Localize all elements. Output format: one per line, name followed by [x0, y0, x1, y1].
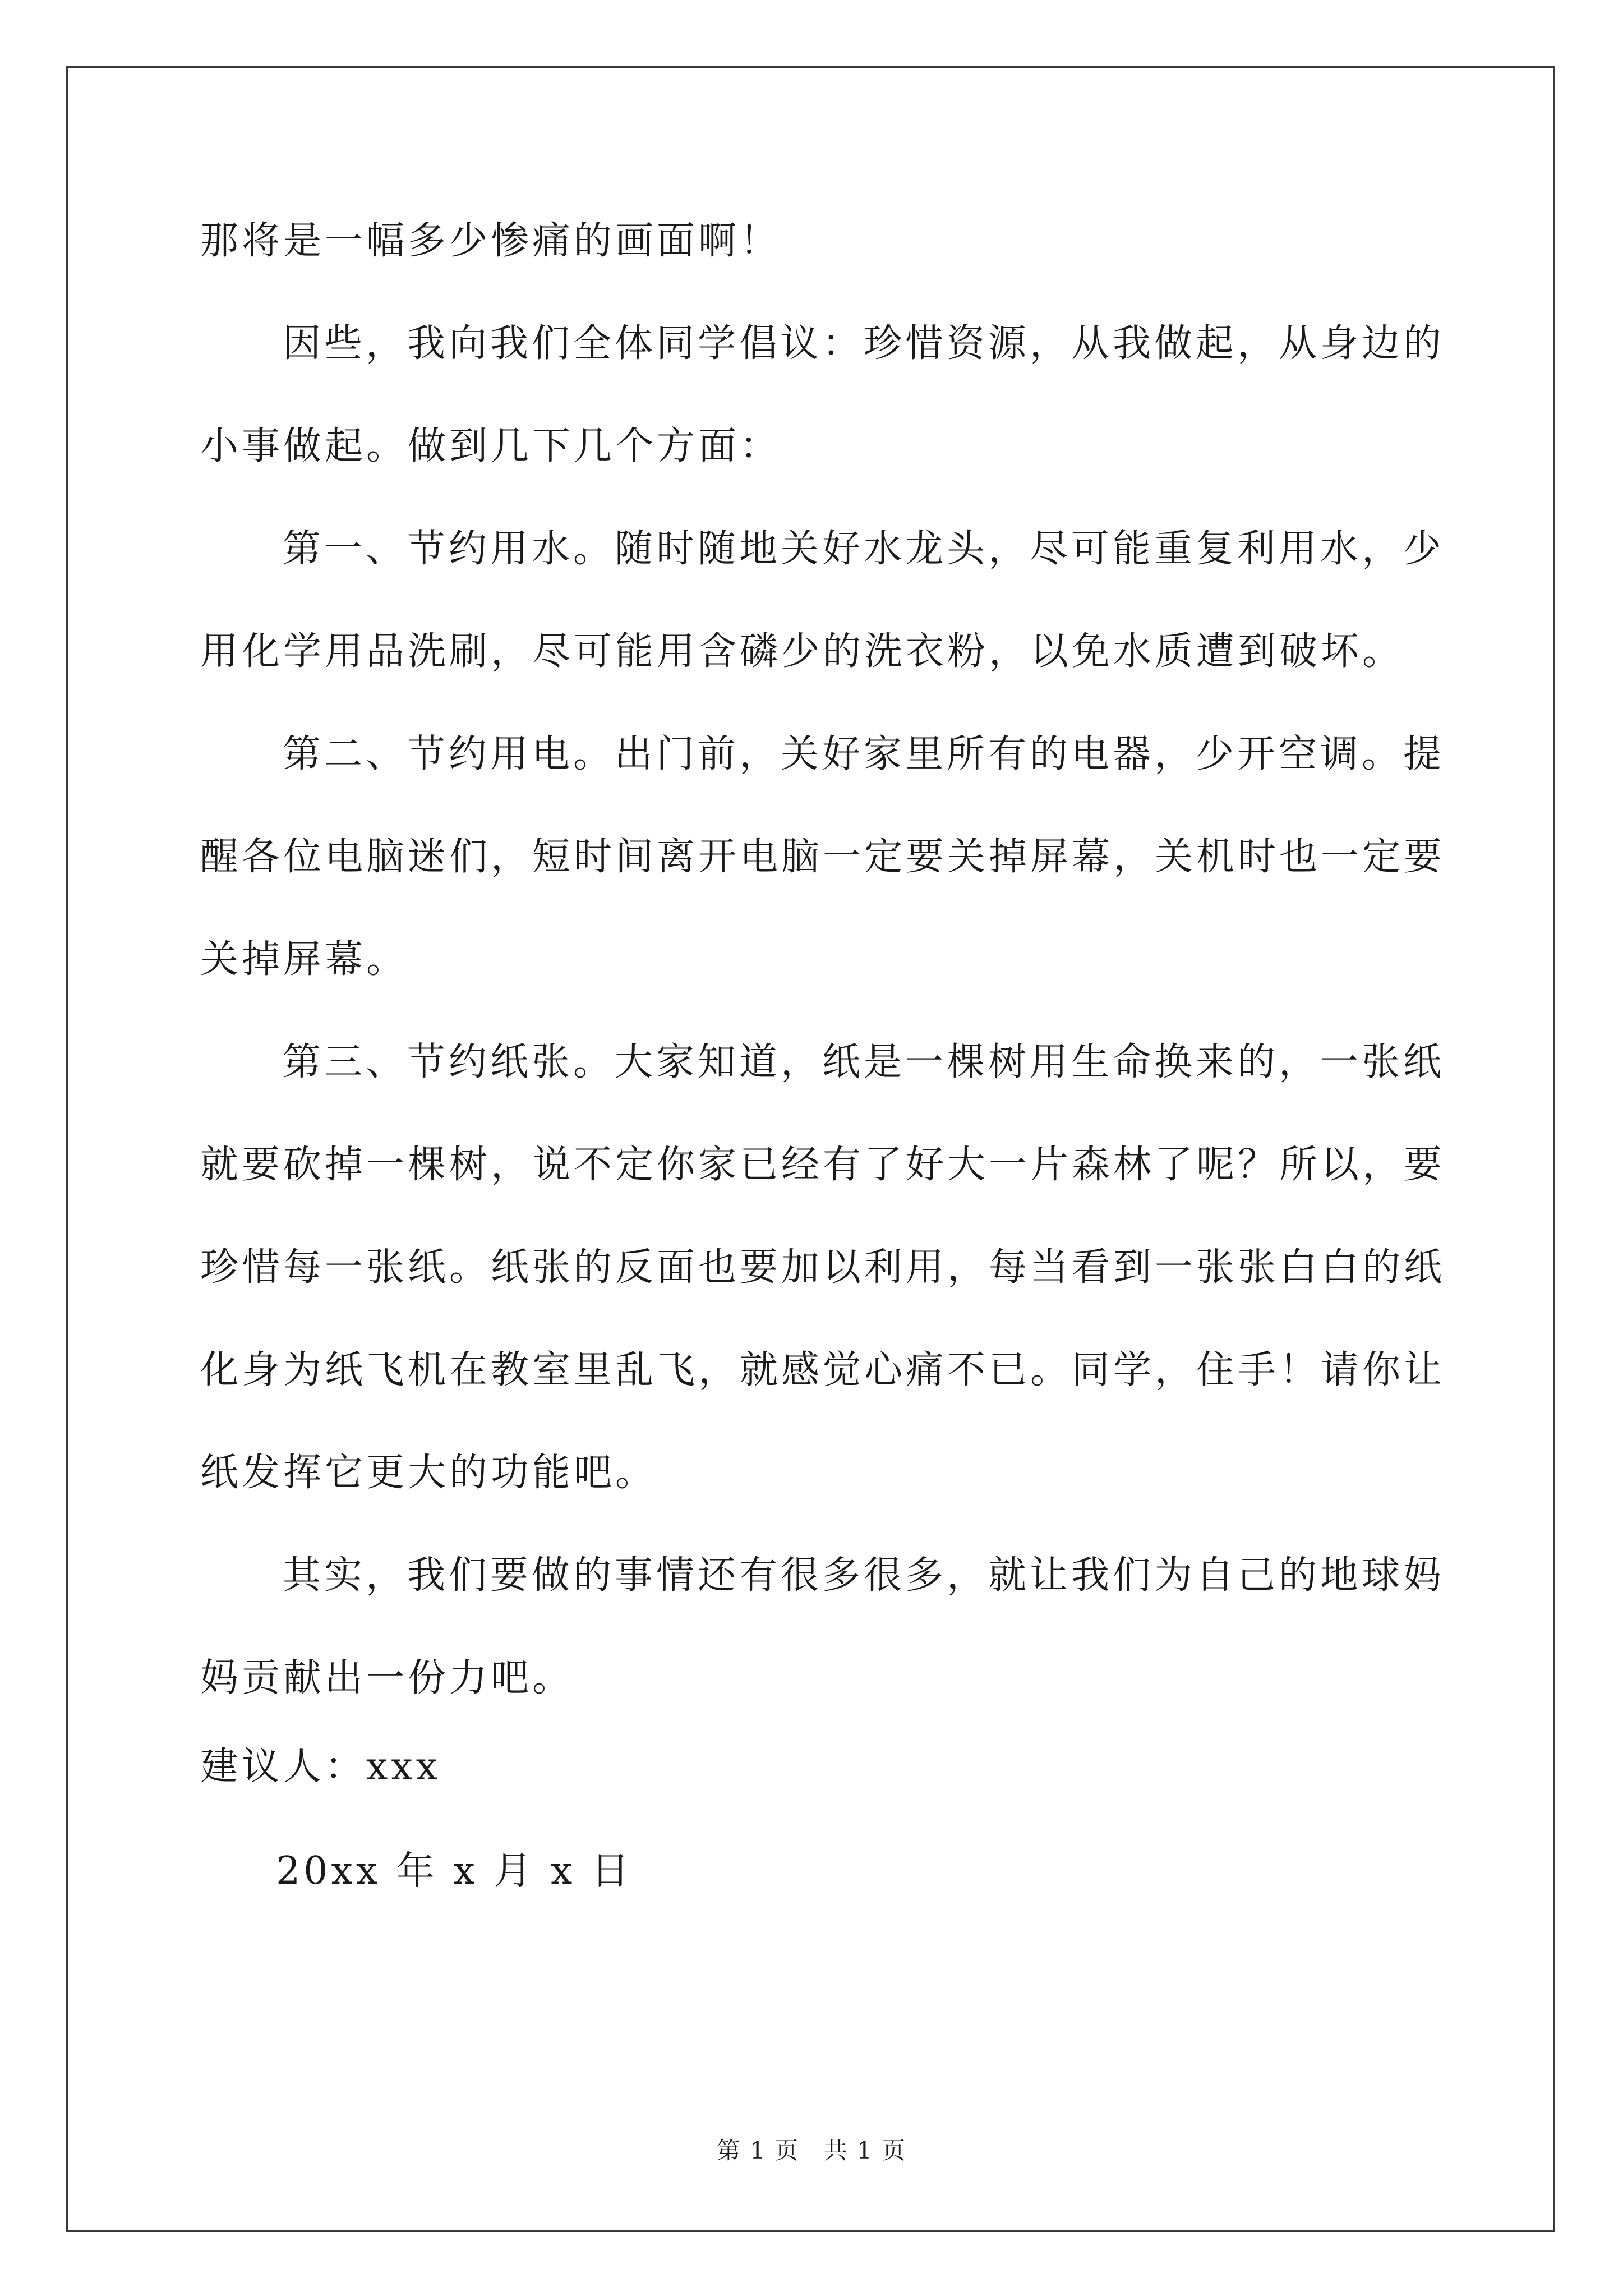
text-line: 就要砍掉一棵树，说不定你家已经有了好大一片森林了呢？所以，要 [200, 1143, 1446, 1187]
proposer-line: 建议人：xxx [200, 1745, 441, 1789]
text-line: 纸发挥它更大的功能吧。 [200, 1451, 657, 1495]
paragraph-start-line: 因些，我向我们全体同学倡议：珍惜资源，从我做起，从身边的 [283, 321, 1445, 366]
page-number-total: 共 1 页 [823, 2137, 907, 2164]
page-footer [0, 2134, 1623, 2168]
text-line: 关掉屏幕。 [200, 937, 408, 982]
text-line: 那将是一幅多少惨痛的画面啊！ [200, 219, 782, 263]
text-line: 妈贡献出一份力吧。 [200, 1656, 574, 1700]
text-line: 醒各位电脑迷们，短时间离开电脑一定要关掉屏幕，关机时也一定要 [200, 835, 1446, 879]
text-line: 用化学用品洗刷，尽可能用含磷少的洗衣粉，以免水质遭到破坏。 [200, 629, 1404, 674]
text-line: 珍惜每一张纸。纸张的反面也要加以利用，每当看到一张张白白的纸 [200, 1245, 1446, 1290]
date-line: 20xx 年 x 月 x 日 [276, 1849, 633, 1893]
text-line: 小事做起。做到几下几个方面： [200, 424, 782, 468]
page-number-current: 第 1 页 [716, 2137, 800, 2164]
paragraph-start-line: 其实，我们要做的事情还有很多很多，就让我们为自己的地球妈 [283, 1553, 1445, 1598]
paragraph-start-line: 第三、节约纸张。大家知道，纸是一棵树用生命换来的，一张纸 [283, 1040, 1445, 1084]
paragraph-start-line: 第一、节约用水。随时随地关好水龙头，尽可能重复利用水，少 [283, 527, 1445, 571]
paragraph-start-line: 第二、节约用电。出门前，关好家里所有的电器，少开空调。提 [283, 732, 1445, 776]
text-line: 化身为纸飞机在教室里乱飞，就感觉心痛不已。同学，住手！请你让 [200, 1348, 1446, 1392]
